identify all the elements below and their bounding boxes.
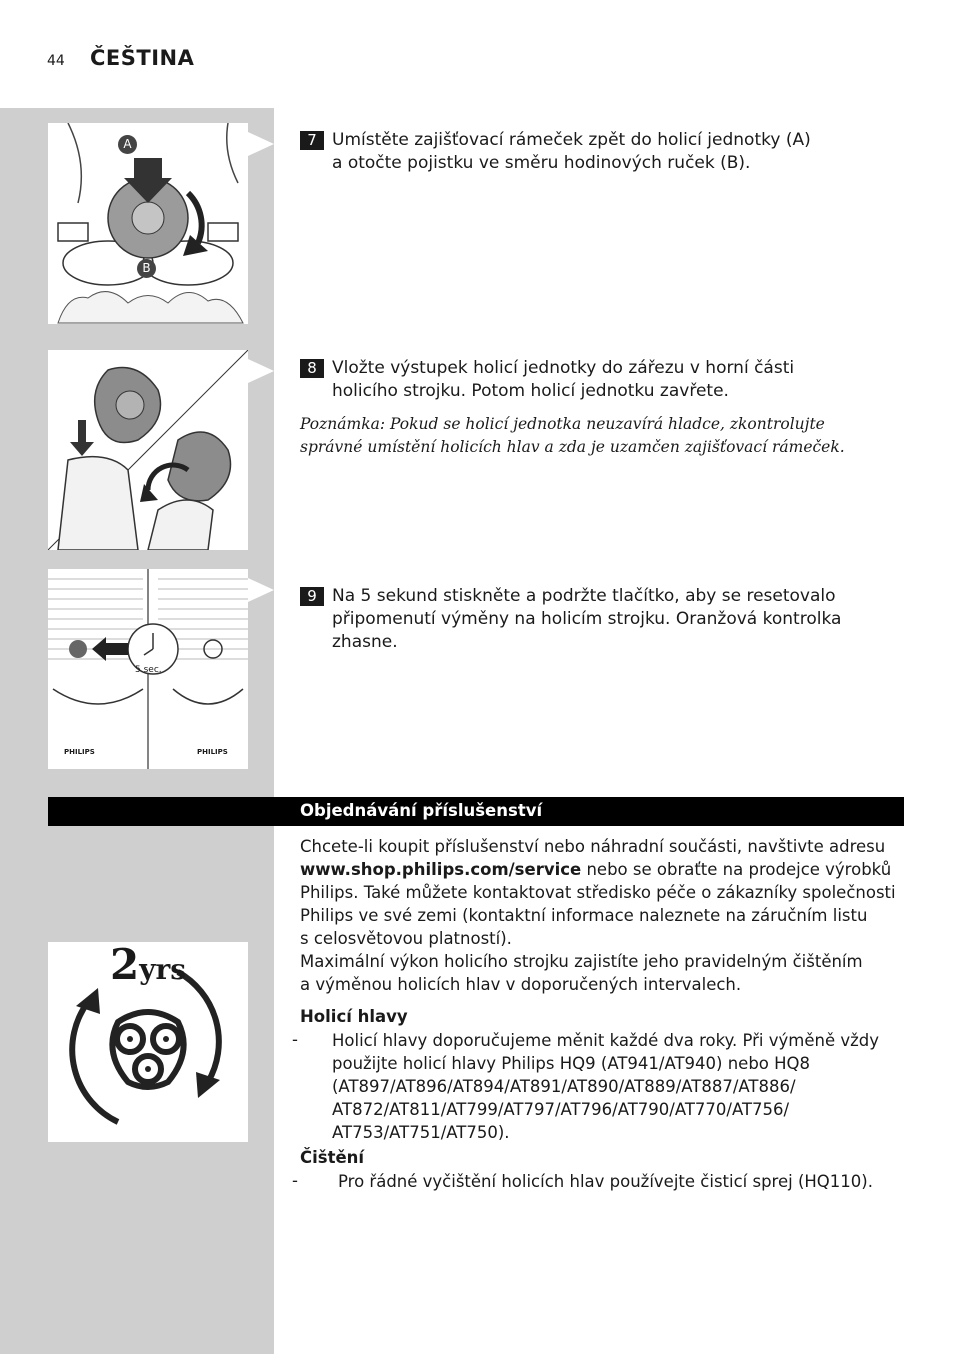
section-title: Objednávání příslušenství — [300, 801, 543, 820]
intro-line-4: Philips ve své zemi (kontaktní informace naleznete na záručním listu — [300, 906, 868, 925]
illustration-reassemble-frame — [48, 123, 248, 324]
step-number-7: 7 — [300, 131, 324, 150]
illustration-pointer — [248, 578, 274, 602]
step-8-line-2: holicího strojku. Potom holicí jednotku zavřete. — [332, 381, 729, 401]
heads-line-5: AT753/AT751/AT750). — [332, 1123, 510, 1142]
illustration-close-shaving-unit — [48, 350, 248, 550]
step-9-text — [332, 585, 912, 654]
heads-line-4: AT872/AT811/AT799/AT797/AT796/AT790/AT770/AT756/ — [332, 1100, 790, 1119]
subheading-cleaning: Čištění — [300, 1148, 365, 1167]
illustration-pointer — [248, 359, 274, 383]
step-7-line-1: Umístěte zajišťovací rámeček zpět do holicí jednotky (A) — [332, 130, 811, 150]
intro-line-6: Maximální výkon holicího strojku zajistíte jeho pravidelným čištěním — [300, 952, 863, 971]
step-8-line-1: Vložte výstupek holicí jednotky do zářezu v horní části — [332, 358, 795, 378]
note-line-2: správné umístění holicích hlav a zda je uzamčen zajišťovací rámeček. — [300, 438, 845, 456]
page-language-title: ČEŠTINA — [90, 46, 195, 70]
step-7-line-2: a otočte pojistku ve směru hodinových ruček (B). — [332, 153, 751, 173]
subheading-shaving-heads: Holicí hlavy — [300, 1007, 408, 1026]
intro-line-2 — [300, 858, 904, 881]
label-b-marker: B — [137, 259, 156, 278]
step-8-text — [332, 357, 912, 403]
bullet-dash: - — [292, 1030, 298, 1049]
intro-line-1: Chcete-li koupit příslušenství nebo náhradní součásti, navštivte adresu — [300, 837, 886, 856]
brand-label-right: PHILIPS — [197, 748, 228, 756]
heads-line-3: (AT897/AT896/AT894/AT891/AT890/AT889/AT887/AT886/ — [332, 1077, 796, 1096]
heads-line-2: použijte holicí hlavy Philips HQ9 (AT941/AT940) nebo HQ8 — [332, 1054, 811, 1073]
intro-line-5: s celosvětovou platností). — [300, 929, 512, 948]
section-intro — [300, 835, 904, 996]
bullet-dash: - — [292, 1171, 298, 1190]
note-line-1: Poznámka: Pokud se holicí jednotka neuzavírá hladce, zkontrolujte — [300, 415, 825, 433]
heads-line-1: Holicí hlavy doporučujeme měnit každé dva roky. Při výměně vždy — [332, 1031, 880, 1050]
illustration-pointer — [248, 132, 274, 156]
timer-label: 5 sec. — [135, 665, 162, 675]
cleaning-bullet: Pro řádné vyčištění holicích hlav používejte čisticí sprej (HQ110). — [338, 1172, 873, 1191]
step-number-8: 8 — [300, 359, 324, 378]
step-9-line-2: připomenutí výměny na holicím strojku. Oranžová kontrolka zhasne. — [332, 609, 842, 652]
intro-line-2-rest: nebo se obraťte na prodejce výrobků — [581, 860, 892, 879]
page-number: 44 — [47, 53, 65, 69]
illustration-two-years-replacement — [48, 942, 248, 1142]
step-7-text — [332, 129, 912, 175]
step-9-line-1: Na 5 sekund stiskněte a podržte tlačítko, aby se resetovalo — [332, 586, 836, 606]
illustration-reset-button — [48, 569, 248, 769]
note-text — [300, 413, 900, 459]
two-years-number: 2 — [110, 942, 140, 989]
two-years-label — [110, 942, 186, 989]
two-years-unit: yrs — [139, 953, 187, 986]
intro-line-3: Philips. Také můžete kontaktovat středisko péče o zákazníky společnosti — [300, 883, 896, 902]
shaving-heads-bullet — [332, 1029, 892, 1144]
shop-link[interactable]: www.shop.philips.com/service — [300, 860, 582, 879]
brand-label-left: PHILIPS — [64, 748, 95, 756]
intro-line-7: a výměnou holicích hlav v doporučených intervalech. — [300, 975, 742, 994]
step-number-9: 9 — [300, 587, 324, 606]
label-a-marker: A — [118, 135, 137, 154]
